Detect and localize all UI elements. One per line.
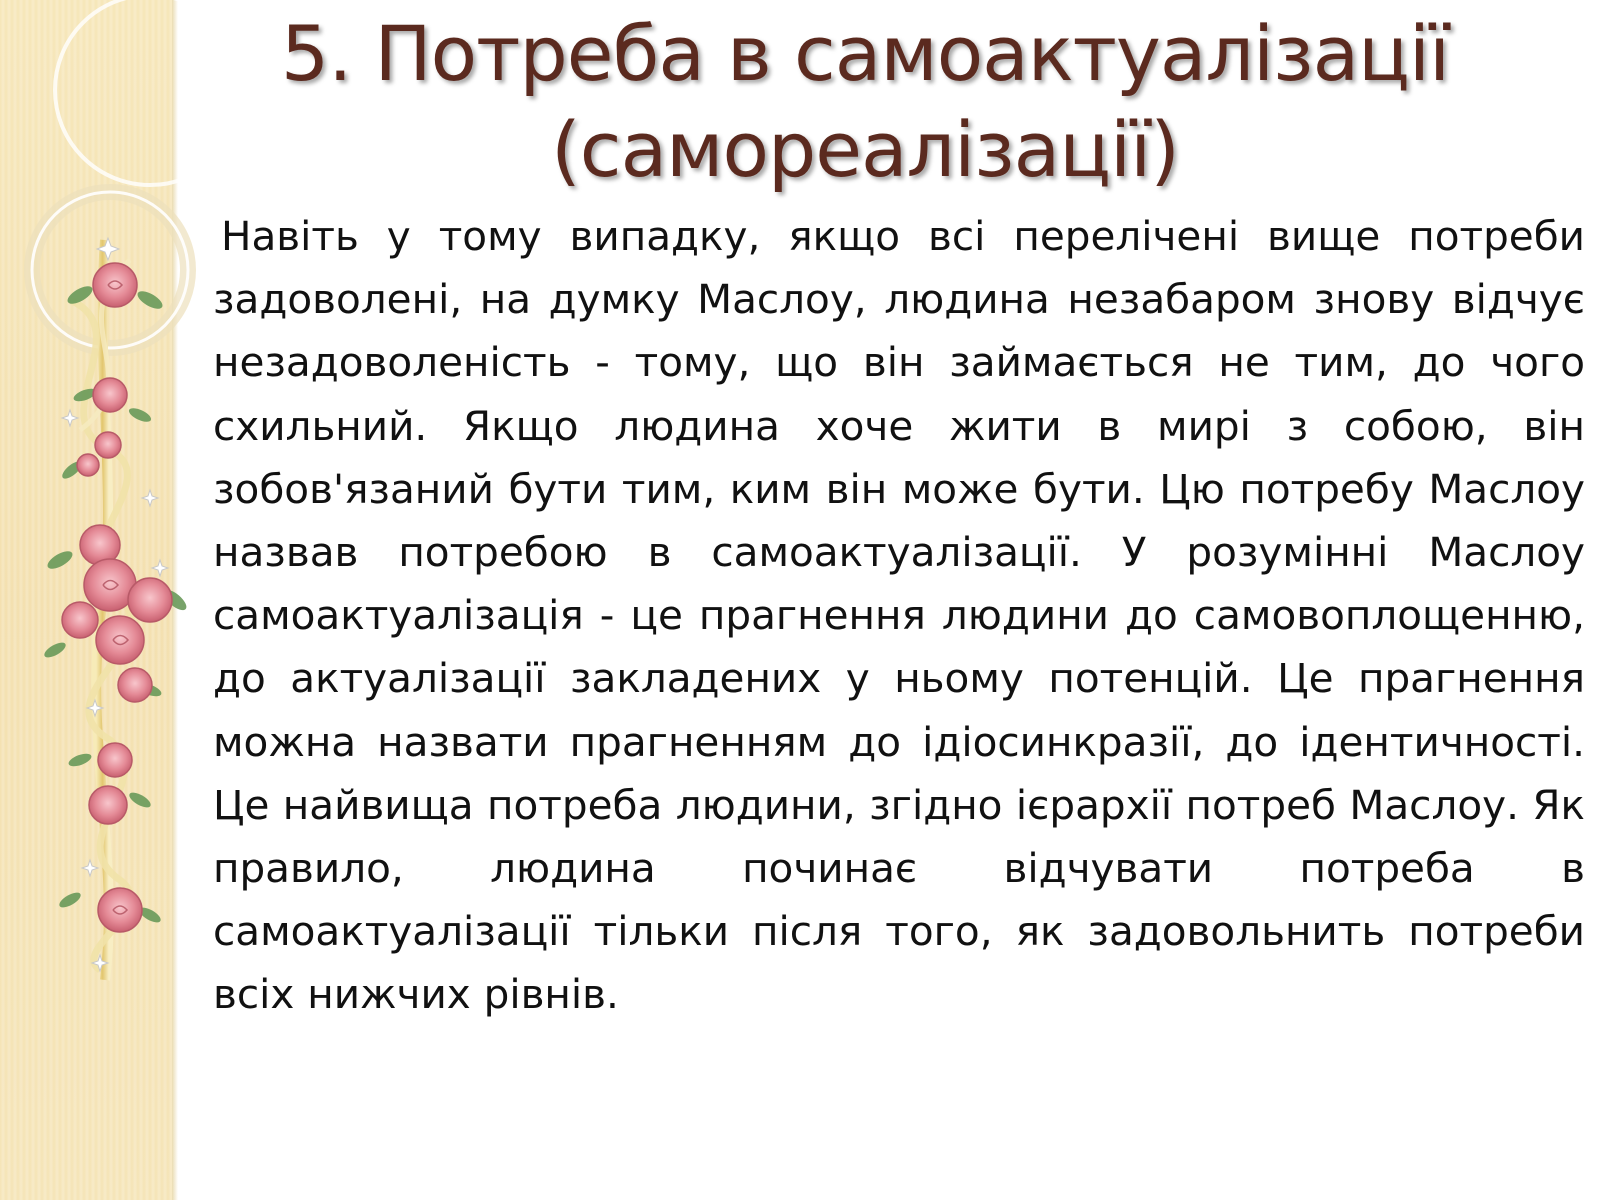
slide-body-text: Навіть у тому випадку, якщо всі перелічені вище потреби задоволені, на думку Маслоу, людина незабаром знову відчує незадоволеність - тому, що він займається не тим, до чого схильний. Якщо людина хоче жити в мирі з собою, він зобов'язаний бути тим, ким він може бути. Цю потребу Маслоу назвав потребою в самоактуалізації. У розумінні Маслоу самоактуалізація - це прагнення людини до самовоплощенню, до актуалізації закладених у ньому потенцій. Це прагнення можна назвати прагненням до ідіосинкразії, до ідентичності. Це найвища потреба людини, згідно ієрархії потреб Маслоу. Як правило, людина починає відчувати потреба в самоактуалізації тільки після того, як задовольнить потреби всіх нижчих рівнів.: [213, 212, 1585, 1019]
rose-garland-icon: [0, 0, 200, 1200]
slide-title: [250, 6, 1480, 198]
slide-title-line-2: (самореалізації): [551, 105, 1179, 194]
slide-title-line-1: 5. Потреба в самоактуалізації: [280, 9, 1450, 98]
